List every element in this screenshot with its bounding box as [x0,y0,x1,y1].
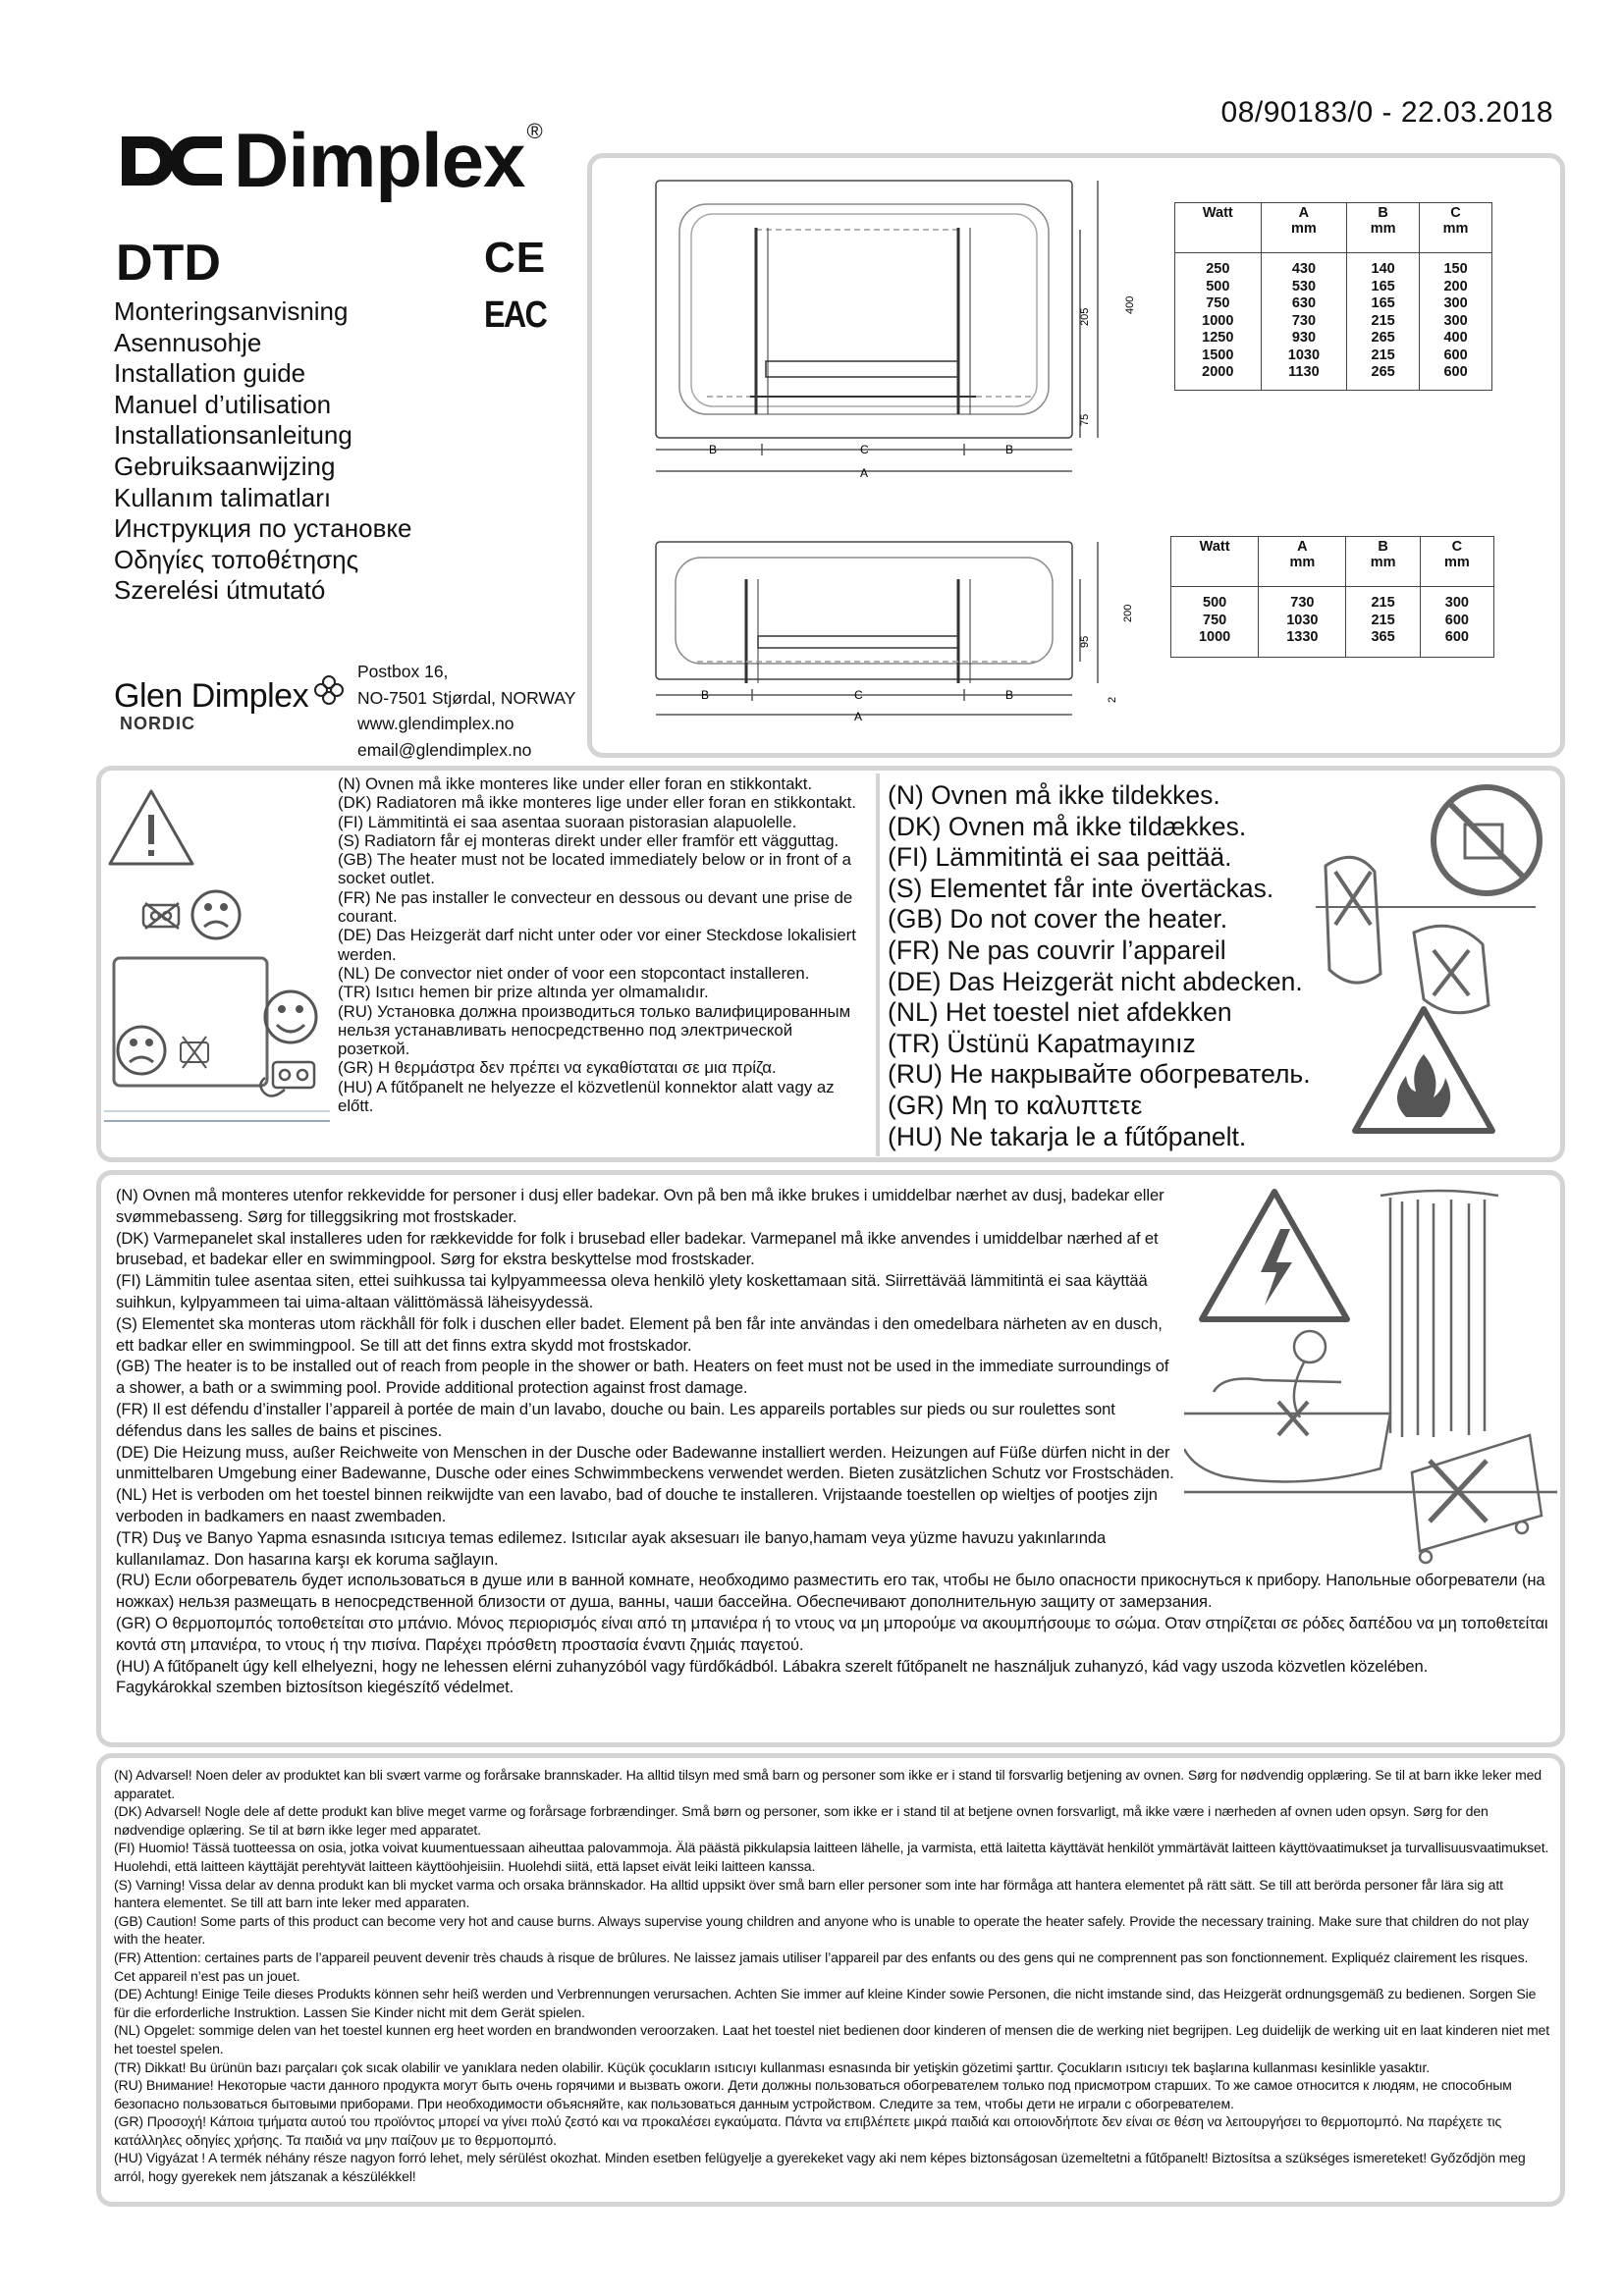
dim-label-b: B [1005,443,1014,456]
email-link[interactable]: email@glendimplex.no [357,739,532,760]
guide-title: Monteringsanvisning [114,296,349,326]
warning-line: (HU) A fűtőpanelt ne helyezze el közvetlenül konnektor alatt vagy az előtt. [338,1077,835,1116]
warning-paragraph: (NL) Opgelet: sommige delen van het toestel kunnen erg heet worden en brandwonden veroorzaken. Laat het toestel niet bedienen door kinderen of mensen die de werking niet begrijpen. Leg duidelijk de werking uit en laat kinderen niet met het toestel spelen. [114,2022,1549,2056]
installation-diagram-2 [648,538,1159,734]
table-row: 250 500 750 1000 1250 1500 2000 430 530 630 730 930 1030 1130 140 165 165 215 265 215 265 150 200 300 300 400 600 600 [1175,253,1492,391]
warning-line: (TR) Üstünü Kapatmayınız [888,1028,1196,1058]
ce-mark: CE [484,234,547,282]
sad-face-icon [192,891,240,938]
address-block [357,659,575,763]
warning-line: (FR) Ne pas couvrir l’appareil [888,934,1226,965]
warning-line: (RU) Установка должна производиться только валифицированным нельзя устанавливать непосредственно под электрической розеткой. [338,1001,851,1059]
table-header: B mm [1347,203,1420,253]
dim-label-height: 200 [1122,604,1134,622]
warning-line: (FR) Ne pas installer le convecteur en dessous ou devant une prise de courant. [338,887,853,927]
warning-paragraph: (S) Elementet ska monteras utom räckhåll för folk i duschen eller badet. Element på ben får inte användas i den omedelbara närheten av en dusch, ett badkar eller en swimmingpool. Se till att det finns extra skydd mot frostskador. [116,1313,1163,1355]
glendimplex-name: Glen Dimplex [114,677,309,715]
warning-line: (DE) Das Heizgerät darf nicht unter oder vor einer Steckdose lokalisiert werden. [338,926,856,964]
warning-line: (N) Ovnen må ikke monteres like under eller foran en stikkontakt. [338,774,813,793]
happy-face-icon [265,991,316,1042]
address-line: NO-7501 Stjørdal, NORWAY [357,687,576,708]
address-line: Postbox 16, [357,662,449,681]
dim-label-height: 400 [1124,295,1136,314]
warning-line: (HU) Ne takarja le a fűtőpanelt. [888,1121,1247,1151]
table-header-row [1175,203,1492,253]
glendimplex-logo-icon [312,673,346,707]
warning-line: (DK) Radiatoren må ikke monteres lige under eller foran en stikkontakt. [338,793,856,813]
dim-label-height: 2 [1107,696,1118,703]
table-header: C mm [1420,203,1492,253]
warning-paragraph: (N) Ovnen må monteres utenfor rekkevidde for personer i dusj eller badekar. Ovn på ben må ikke brukes i umiddelbar nærhet av dusj, badekar eller svømmebasseng. Sørg for tilleggsikring mot frostskader. [116,1186,1164,1226]
guide-title: Asennusohje [114,327,262,357]
warning-line: (S) Elementet får inte övertäckas. [888,873,1274,903]
guide-title: Инструкция по установке [114,513,412,544]
installation-diagram-1 [648,169,1159,493]
registered-mark: ® [526,118,543,143]
warning-paragraph: (DE) Die Heizung muss, außer Reichweite von Menschen in der Dusche oder Badewanne installiert werden. Heizungen auf Füße dürfen nicht in der unmittelbaren Umgebung einer Badewanne, Dusche oder eines Schwimmbeckens verwendet werden. Bieten zusätzlichen Schutz vor Frostschäden. [116,1442,1174,1483]
website-link[interactable]: www.glendimplex.no [357,714,514,733]
warning-paragraph: (DK) Advarsel! Nogle dele af dette produkt kan blive meget varme og forårsage forbrændinger. Små børn og personer, som ikke er i stand til at betjene ovnen forsvarligt, må ikke være i nærheden af ovnen uden opsyn. Sørg for den nødvendige oplæring. Se til at børn ikke leger med apparatet. [114,1803,1489,1838]
warning-paragraph: (HU) A fűtőpanelt úgy kell elhelyezni, hogy ne lehessen elérni zuhanyzóból vagy fürdőkádból. Lábakra szerelt fűtőpanelt ne használjuk zuhanyzó, kád vagy uszoda közvetlen közelében. Fagykárokkal szemben biztosítson kiegészítő védelmet. [116,1656,1429,1697]
warning-line: (DK) Ovnen må ikke tildækkes. [888,811,1247,841]
guide-title: Kullanım talimatları [114,482,332,512]
warning-paragraph: (HU) Vigyázat ! A termék néhány része nagyon forró lehet, mely sérülést okozhat. Minden esetben felügyelje a gyerekeket vagy aki nem képes biztonságosan üzemeltetni a fűtőpanelt! Biztosítsa a szükséges ismereteket! Győződjön meg arról, hogy gyerekek nem játszanak a készülékkel! [114,2150,1526,2185]
warning-line: (NL) Het toestel niet afdekken [888,997,1232,1028]
no-cover-icon [1434,787,1540,893]
warning-line: (GB) Do not cover the heater. [888,904,1228,934]
electric-hazard-icon [1202,1192,1347,1319]
dimensions-table-2 [1170,536,1494,658]
guide-title: Szerelési útmutató [114,575,326,606]
model-name: DTD [116,235,221,292]
table-header: Watt [1171,537,1259,587]
warning-paragraph: (NL) Het is verboden om het toestel binnen reikwijdte van een lavabo, bad of douche te installeren. Vrijstaande toestellen op wieltjes of pootjes zijn verboden in badkamers en naast zwembaden. [116,1485,1158,1525]
cover-warning-illustration [1286,777,1551,1150]
warning-line: (NL) De convector niet onder of voor een stopcontact installeren. [338,963,810,983]
guide-title: Manuel d’utilisation [114,389,332,419]
warning-line: (N) Ovnen må ikke tildekkes. [888,780,1220,810]
warning-line: (S) Radiatorn får ej monteras direkt under eller framför ett vägguttag. [338,830,839,850]
section-divider [876,774,880,1156]
table-header: A mm [1261,203,1347,253]
warning-line: (GR) Η θερμάστρα δεν πρέπει να εγκαθίσταται σε μια πρίζα. [338,1058,777,1078]
dim-label-a: A [860,466,869,480]
warning-line: (FI) Lämmitintä ei saa asentaa suoraan pistorasian alapuolelle. [338,812,797,831]
dim-label-height: 75 [1079,413,1091,426]
warning-paragraph: (GB) Caution! Some parts of this product can become very hot and cause burns. Always supervise young children and anyone who is unable to operate the heater safely. Provide the necessary training. Make sure that children do not play with the heater. [114,1912,1529,1948]
dim-label-b: B [709,443,718,456]
socket-warning-text [338,774,868,1115]
warning-paragraph: (FR) Attention: certaines parts de l’appareil peuvent devenir très chauds à risque de brûlures. Ne laissez jamais utiliser l’appareil par des enfants ou des gens qui ne comprennent pas son fonctionnement. Expliquéz clairement les risques. Cet appareil n’est pas un jouet. [114,1949,1529,1984]
bathroom-warning-text [116,1185,1548,1698]
dim-label-c: C [860,443,869,456]
caution-warning-text [114,1766,1549,2186]
warning-paragraph: (RU) Если обогреватель будет использоваться в душе или в ванной комнате, необходимо разместить его так, чтобы не было опасности прикоснуться к прибору. Напольные обогреватели (на ножках) нельзя размещать в непосредственной близости от душа, ванны, чаши бассейна. Обеспечивают дополнительную защиту от замерзания. [116,1571,1545,1612]
warning-paragraph: (RU) Внимание! Некоторые части данного продукта могут быть очень горячими и вызвать ожоги. Дети должны пользоваться обогревателем только под присмотром старших. То же самое относится к людям, не способным безопасно пользоваться бытовыми приборами. При необходимости объясняйте, как пользоваться данным устройством. Следите за тем, чтобы дети не играли с обогревателем. [114,2077,1512,2111]
warning-line: (FI) Lämmitintä ei saa peittää. [888,842,1232,873]
warning-paragraph: (TR) Dikkat! Bu ürünün bazı parçaları çok sıcak olabilir ve yanıklara neden olabilir. Küçük çocukların ısıtıcıyı kullanması esnasında bir yetişkin gözetimi şarttır. Çocukların ısıtıcıyı tek başlarına kullanması kesinlikle yasaktır. [114,2058,1431,2075]
socket-icon [143,903,179,929]
socket-warning-illustration [104,777,330,1127]
guide-title: Installationsanleitung [114,420,352,451]
glendimplex-logo [114,677,346,734]
warning-line: (GR) Μη το καλυπτετε [888,1090,1143,1120]
socket-icon [260,1062,314,1096]
warning-paragraph: (GB) The heater is to be installed out of reach from people in the shower or bath. Heaters on feet must not be used in the immediate surroundings of a shower, a bath or a swimming pool. Provide additional protection against frost damage. [116,1357,1169,1398]
dim-label-a: A [854,710,863,723]
dim-label-b: B [1005,688,1014,702]
brand-name: Dimplex [234,117,525,203]
table-row: 500 750 1000 730 1030 1330 215 215 365 300 600 600 [1171,587,1494,658]
dim-label-height: 95 [1079,635,1091,648]
warning-paragraph: (DK) Varmepanelet skal installeres uden for rækkevidde for folk i brusebad eller badekar. Varmepanel må ikke anvendes i umiddelbar nærhed af et brusebad, et badekar eller en swimmingpool. Sørg for ekstra beskyttelse mod frostskader. [116,1228,1159,1269]
warning-paragraph: (GR) Προσοχή! Κάποια τμήματα αυτού του προϊόντος μπορεί να γίνει πολύ ζεστό και να προκαλέσει εγκαύματα. Πάντα να επιβλέπετε μικρά παιδιά και οποιονδήποτε δεν είναι σε θέση να λειτουργήσει το θερμοπομπό. Να παρέχετε τις κατάλληλες οδηγίες χρήσης. Τα παιδιά να μην παίζουν με το θερμοπομπό. [114,2113,1502,2148]
dim-label-c: C [854,688,863,702]
warning-paragraph: (N) Advarsel! Noen deler av produktet kan bli svært varme og forårsake brannskader. Ha alltid tilsyn med små barn og personer som ikke er i stand til forsvarlig betjening av ovnen. Sørg for nødvendig opplæring. Se til at barn ikke leker med apparatet. [114,1767,1542,1801]
warning-line: (TR) Isıtıcı hemen bir prize altında yer olmamalıdır. [338,983,709,1002]
document-number: 08/90183/0 - 22.03.2018 [1220,96,1553,129]
dimensions-table-1 [1174,202,1492,391]
bathroom-illustration [1184,1178,1557,1588]
table-header-row [1171,537,1494,587]
fire-hazard-icon [1355,1009,1492,1131]
dim-label-height: 205 [1079,307,1091,326]
warning-paragraph: (S) Varning! Vissa delar av denna produkt kan bli mycket varma och orsaka brännskador. Ha alltid uppsikt över små barn eller personer som inte har förmåga att hantera elementet på rätt sätt. Se till att berörda personer får lära sig att hantera elementet. Se till att barn inte leker med apparaten. [114,1876,1503,1911]
warning-paragraph: (GR) Ο θερμοπομπός τοποθετείται στο μπάνιο. Μόνος περιορισμός είναι από τη μπανιέρα ή το ντους να μη μπορούμε να ακουμπήσουμε το σώμα. Οταν στηρίζεται σε ρόδες δαπέδου να μη τοποθετείται κοντά στη μπανιέρα, το ντους ή την πισίνα. Παρέχει πρόσθετη προστασία έναντι ζημιάς παγετού. [116,1613,1548,1654]
glendimplex-subtitle: NORDIC [120,714,195,733]
warning-paragraph: (FI) Lämmitin tulee asentaa siten, ettei suihkussa tai kylpyammeessa oleva henkilö ylety koskettamaan sitä. Siirrettävää lämmitintä ei saa käyttää suihkun, kylpyammeen tai uima-altaan välittömässä läheisyydessä. [116,1271,1148,1311]
sad-face-icon [118,1027,165,1074]
warning-triangle-icon [110,791,192,864]
guide-titles [114,296,412,607]
dim-label-b: B [701,688,710,702]
warning-line: (GB) The heater must not be located immediately below or in front of a socket outlet. [338,850,851,888]
warning-paragraph: (TR) Duş ve Banyo Yapma esnasında ısıtıcıya temas edilemez. Isıtıcılar ayak aksesuarı ile banyo,hamam veya yüzme havuzu yakınlarında kullanılamaz. Don hasarına karşı ek koruma sağlayın. [116,1527,1107,1569]
guide-title: Οδηγίες τοποθέτησης [114,544,359,574]
dimplex-logo [116,116,543,205]
table-header: Watt [1175,203,1262,253]
guide-title: Installation guide [114,358,306,389]
table-header: B mm [1346,537,1420,587]
guide-title: Gebruiksaanwijzing [114,451,336,481]
table-header: C mm [1420,537,1493,587]
cover-warning-text [888,780,1311,1152]
dimplex-logo-icon [116,131,226,191]
table-header: A mm [1259,537,1346,587]
socket-icon [181,1037,208,1068]
warning-paragraph: (FI) Huomio! Tässä tuotteessa on osia, jotka voivat kuumentuessaan aiheuttaa palovammoja. Älä päästä pikkulapsia laitteen lähelle, ja varmista, että laitetta käyttävät henkilöt ymmärtävät laitteen käyttövaatimukset ja turvallisuusvaatimukset. Huolehdi, että laitteen käyttäjät perehtyvät laitteen käyttöohjeisiin. Huolehdi siitä, että lapset eivät leiki laitteen kanssa. [114,1840,1549,1874]
eac-mark: EAC [484,294,547,336]
warning-line: (DE) Das Heizgerät nicht abdecken. [888,966,1303,996]
warning-paragraph: (FR) Il est défendu d’installer l’appareil à portée de main d’un lavabo, douche ou bain. Les appareils portables sur pieds ou sur roulettes sont défendus dans les salles de bains et piscines. [116,1399,1115,1440]
warning-line: (RU) Не накрывайте обогреватель. [888,1059,1311,1090]
warning-paragraph: (DE) Achtung! Einige Teile dieses Produkts können sehr heiß werden und Verbrennungen verursachen. Achten Sie immer auf kleine Kinder sowie Personen, die nicht imstande sind, das Heizgerät ordnungsgemäß zu bedienen. Sorgen Sie für die erforderliche Instruktion. Lassen Sie Kinder nicht mit dem Gerät spielen. [114,1986,1537,2020]
